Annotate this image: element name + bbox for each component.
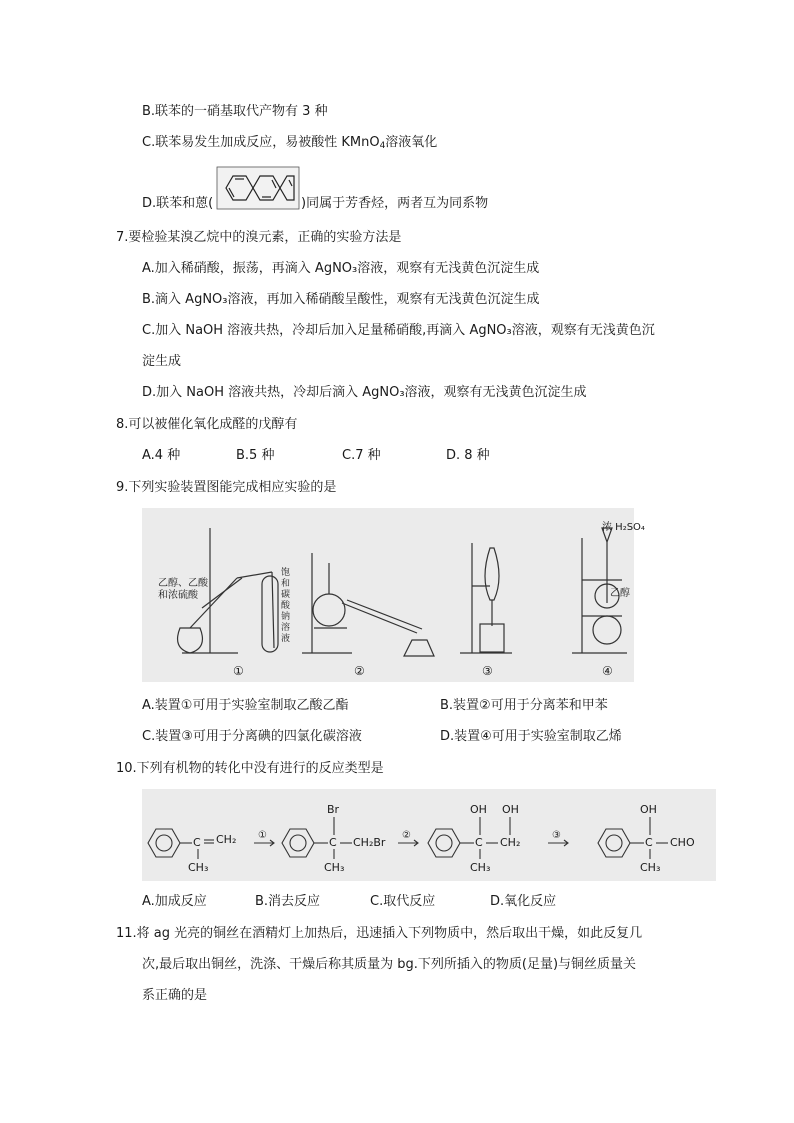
m2-ch3: CH₃: [324, 861, 345, 874]
q10-stem: 10.下列有机物的转化中没有进行的反应类型是: [116, 761, 384, 776]
arrow2-label: ②: [402, 830, 411, 841]
saturated-na2co3-label: 饱 和 碳 酸 钠 溶 液: [281, 568, 291, 644]
q11-stem-line2: 次,最后取出铜丝，洗涤、干燥后称其质量为 bg.下列所插入的物质(足量)与铜丝质量关: [142, 957, 637, 972]
q6-option-b: B.联苯的一硝基取代产物有 3 种: [142, 104, 328, 119]
q9-option-c: C.装置③可用于分离碘的四氯化碳溶液: [142, 729, 362, 744]
m4-cho: CHO: [670, 836, 695, 849]
ethanol-label: 乙醇: [610, 588, 630, 599]
m4-ch3: CH₃: [640, 861, 661, 874]
apparatus-number-1: ①: [233, 664, 244, 678]
m1-carbon: C: [193, 836, 201, 849]
apparatus-number-3: ③: [482, 664, 493, 678]
apparatus-number-2: ②: [354, 664, 365, 678]
apparatus1-label-line1: 乙醇、乙酸: [158, 578, 208, 589]
q8-stem: 8.可以被催化氧化成醛的戊醇有: [116, 417, 298, 432]
m3-carbon: C: [475, 836, 483, 849]
q10-option-d: D.氧化反应: [490, 894, 557, 909]
anthracene-structure: [216, 166, 300, 210]
q7-option-b: B.滴入 AgNO₃溶液，再加入稀硝酸呈酸性，观察有无浅黄色沉淀生成: [142, 292, 540, 307]
q8-option-b: B.5 种: [236, 448, 275, 463]
q7-stem: 7.要检验某溴乙烷中的溴元素，正确的实验方法是: [116, 230, 402, 245]
q7-option-a: A.加入稀硝酸，振荡，再滴入 AgNO₃溶液，观察有无浅黄色沉淀生成: [142, 261, 540, 276]
m1-ch2: CH₂: [216, 833, 237, 846]
m4-carbon: C: [645, 836, 653, 849]
apparatus1-label-line2: 和浓硫酸: [158, 590, 198, 601]
arrow3-label: ③: [552, 830, 561, 841]
m1-ch3: CH₃: [188, 861, 209, 874]
m3-ch2: CH₂: [500, 836, 521, 849]
q10-option-c: C.取代反应: [370, 894, 436, 909]
q9-option-d: D.装置④可用于实验室制取乙烯: [440, 729, 622, 744]
q7-option-d: D.加入 NaOH 溶液共热，冷却后滴入 AgNO₃溶液，观察有无浅黄色沉淀生成: [142, 385, 587, 400]
apparatus-number-4: ④: [602, 664, 613, 678]
m3-oh1: OH: [470, 803, 487, 816]
reaction-scheme-figure: [142, 789, 716, 881]
m4-oh: OH: [640, 803, 657, 816]
q10-option-b: B.消去反应: [255, 894, 321, 909]
m2-br: Br: [327, 803, 340, 816]
q8-option-d: D. 8 种: [446, 448, 490, 463]
m2-carbon: C: [329, 836, 337, 849]
apparatus-drawing: [142, 508, 634, 682]
q11-stem-line3: 系正确的是: [142, 988, 208, 1003]
q9-stem: 9.下列实验装置图能完成相应实验的是: [116, 480, 337, 495]
conc-h2so4-label: 浓 H₂SO₄: [602, 522, 645, 533]
q9-option-b: B.装置②可用于分离苯和甲苯: [440, 698, 608, 713]
m2-ch2br: CH₂Br: [353, 836, 386, 849]
q8-option-c: C.7 种: [342, 448, 381, 463]
q6-option-c: C.联苯易发生加成反应，易被酸性 KMnO$_4$溶液氧化: [142, 135, 438, 151]
q11-stem-line1: 11.将 ag 光亮的铜丝在酒精灯上加热后，迅速插入下列物质中，然后取出干燥，如此反复几: [116, 926, 643, 941]
m3-oh2: OH: [502, 803, 519, 816]
q10-option-a: A.加成反应: [142, 894, 207, 909]
q8-option-a: A.4 种: [142, 448, 181, 463]
q9-option-a: A.装置①可用于实验室制取乙酸乙酯: [142, 698, 349, 713]
lab-apparatus-figure: [142, 508, 645, 682]
arrow1-label: ①: [258, 830, 267, 841]
q7-option-c: C.加入 NaOH 溶液共热，冷却后加入足量稀硝酸,再滴入 AgNO₃溶液，观察有无浅黄色沉: [142, 323, 655, 338]
q6-option-d: D.联苯和蒽(: [142, 196, 214, 211]
q6-option-d-tail: )同属于芳香烃，两者互为同系物: [301, 196, 489, 211]
m3-ch3: CH₃: [470, 861, 491, 874]
q7-option-c-cont: 淀生成: [142, 354, 182, 369]
